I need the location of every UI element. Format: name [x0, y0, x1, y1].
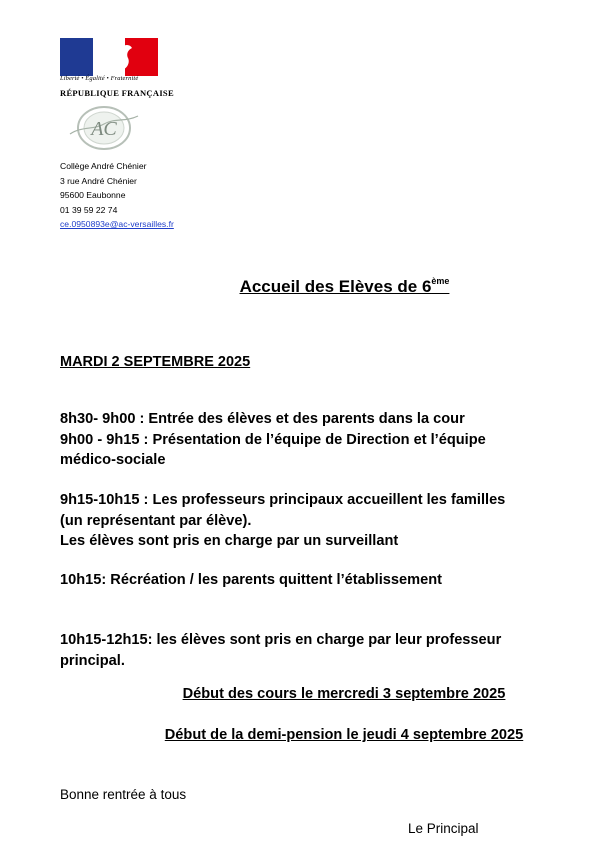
programme-line: 10h15: Récréation / les parents quittent l’établissement [60, 572, 442, 588]
college-seal-logo [64, 104, 144, 154]
school-city: 95600 Eaubonne [60, 190, 126, 201]
programme-line: (un représentant par élève). [60, 512, 252, 529]
title-superscript: ème [431, 276, 450, 286]
programme-block-3 [60, 570, 605, 591]
programme-block-2 [60, 490, 605, 552]
canteen-start-announcement: Début de la demi-pension le jeudi 4 septembre 2025 [164, 727, 524, 743]
marianne-logo [60, 38, 160, 76]
school-name: Collège André Chénier [60, 161, 147, 171]
programme-line: principal. [60, 652, 125, 669]
programme-line: 9h00 - 9h15 : Présentation de l’équipe de Direction et l’équipe [60, 431, 486, 448]
programme-line: 9h15-10h15 : Les professeurs principaux accueillent les familles [60, 492, 506, 508]
school-street: 3 rue André Chénier [60, 175, 137, 186]
school-phone: 01 39 59 22 74 [60, 204, 118, 215]
programme-line: Les élèves sont pris en charge par un surveillant [60, 533, 399, 549]
republic-motto: Liberté • Égalité • Fraternité [60, 75, 139, 82]
marianne-profile-icon [82, 38, 142, 76]
seal-letters: AC [91, 118, 117, 140]
programme-line: médico-sociale [60, 452, 166, 468]
school-email-link[interactable]: ce.0950893e@ac-versailles.fr [60, 219, 174, 230]
french-flag-icon [60, 38, 158, 76]
signature: Le Principal [408, 821, 479, 836]
courses-start-announcement: Début des cours le mercredi 3 septembre 2025 [182, 686, 506, 702]
programme-line: 8h30- 9h00 : Entrée des élèves et des parents dans la cour [60, 411, 465, 427]
programme-block-4 [60, 630, 605, 671]
event-date: MARDI 2 SEPTEMBRE 2025 [60, 354, 251, 370]
school-address [60, 159, 174, 232]
republique-francaise-label: RÉPUBLIQUE FRANÇAISE [60, 88, 174, 98]
title-text: Accueil des Elèves de 6 [239, 277, 432, 296]
programme-block-1 [60, 409, 605, 471]
programme-line: 10h15-12h15: les élèves sont pris en charge par leur professeur [60, 632, 502, 648]
page-title [0, 276, 613, 297]
closing-greeting: Bonne rentrée à tous [60, 787, 187, 802]
